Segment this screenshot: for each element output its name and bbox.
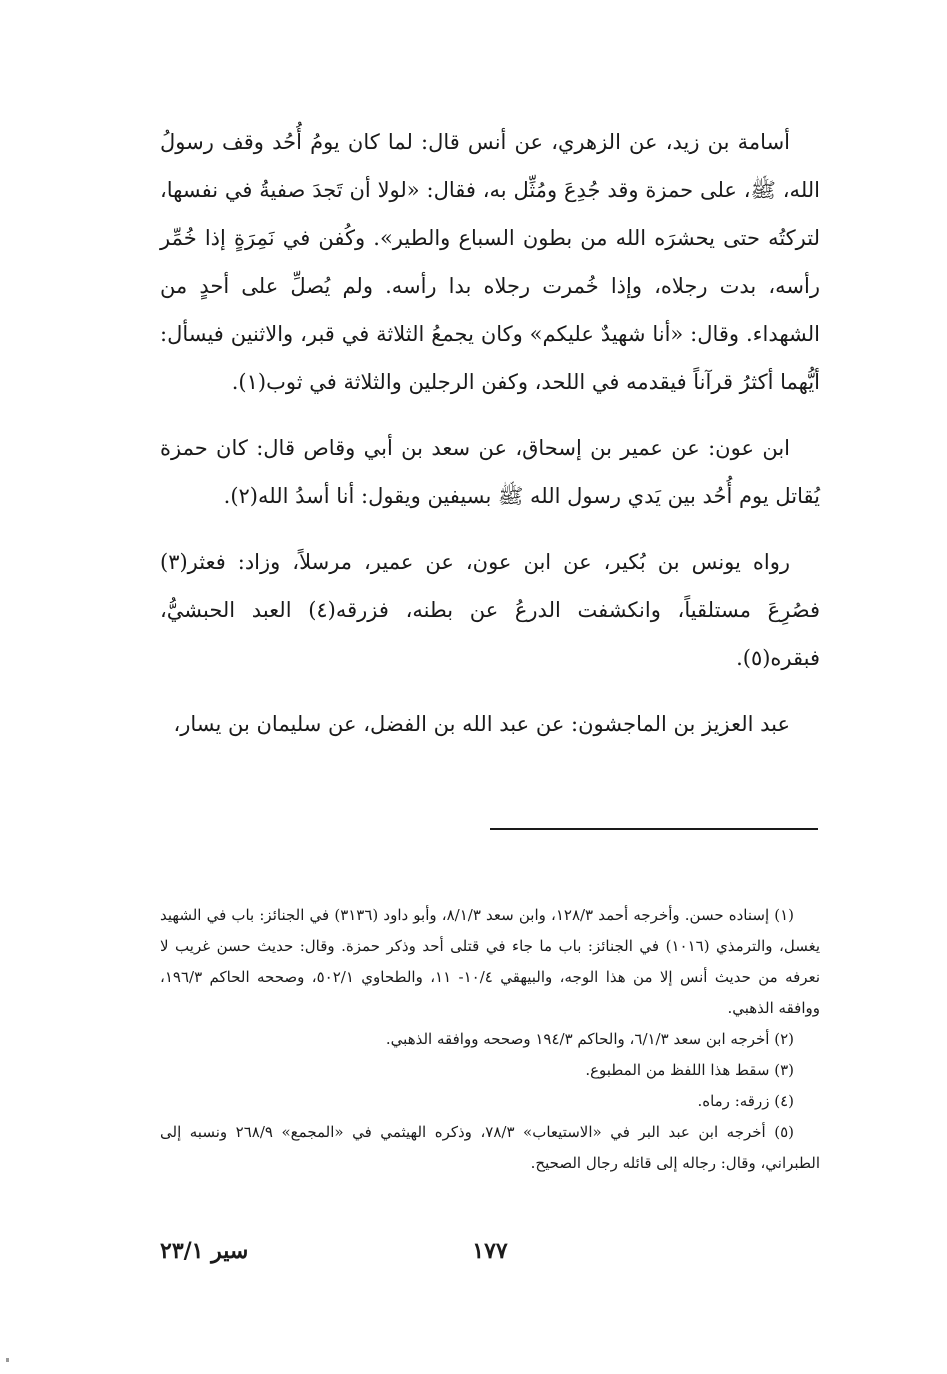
main-text: [160, 118, 820, 748]
paragraph-3: رواه يونس بن بُكير، عن ابن عون، عن عمير، مرسلاً، وزاد: فعثر(٣) فصُرِعَ مستلقياً، وانكشفت الدرعُ عن بطنه، فزرقه(٤) العبد الحبشيُّ، فبقره(٥).: [160, 550, 820, 670]
paragraph-1: أسامة بن زيد، عن الزهري، عن أنس قال: لما كان يومُ أُحُد وقف رسولُ الله، ﷺ، على حمزة وقد جُدِعَ ومُثِّل به، فقال: «لولا أن تَجدَ صفيةُ في نفسها، لتركتُه حتى يحشرَه الله من بطون السباع والطير». وكُفن في نَمِرَةٍ إذا خُمِّر رأسه، بدت رجلاه، وإذا خُمرت رجلاه بدا رأسه. ولم يُصلِّ على أحدٍ من الشهداء. وقال: «أنا شهيدٌ عليكم» وكان يجمعُ الثلاثة في قبر، والاثنين فيسأل: أيُّهما أكثرُ قرآناً فيقدمه في اللحد، وكفن الرجلين والثلاثة في ثوب(١).: [160, 130, 820, 394]
page-number: ١٧٧: [472, 1238, 508, 1264]
footnote-5: (٥) أخرجه ابن عبد البر في «الاستيعاب» ٧٨/٣، وذكره الهيثمي في «المجمع» ٢٦٨/٩ ونسبه إلى الطبراني، وقال: رجاله إلى قائله رجال الصحيح.: [160, 1123, 820, 1172]
paragraph-4: عبد العزيز بن الماجشون: عن عبد الله بن الفضل، عن سليمان بن يسار،: [173, 712, 790, 736]
paragraph-2: ابن عون: عن عمير بن إسحاق، عن سعد بن أبي وقاص قال: كان حمزة يُقاتل يوم أُحُد بين يَدي رسول الله ﷺ بسيفين ويقول: أنا أسدُ الله(٢).: [160, 436, 820, 508]
signature-mark: سير ٢٣/١: [160, 1238, 249, 1264]
scan-mark: [6, 1358, 9, 1362]
footnote-1: (١) إسناده حسن. وأخرجه أحمد ١٢٨/٣، وابن سعد ٨/١/٣، وأبو داود (٣١٣٦) في الجنائز: باب في الشهيد يغسل، والترمذي (١٠١٦) في الجنائز: باب ما جاء في قتلى أحد وذكر حمزة. وقال: حديث حسن غريب لا نعرفه من حديث أنس إلا من هذا الوجه، والبيهقي ١٠/٤- ١١، والطحاوي ٥٠٢/١، وصححه الحاكم ١٩٦/٣، ووافقه الذهبي.: [160, 906, 820, 1017]
footnote-2: (٢) أخرجه ابن سعد ٦/١/٣، والحاكم ١٩٤/٣ وصححه ووافقه الذهبي.: [385, 1030, 794, 1048]
footnotes: [160, 900, 820, 1179]
footnote-4: (٤) زرقه: رماه.: [697, 1092, 794, 1110]
footnote-3: (٣) سقط هذا اللفظ من المطبوع.: [585, 1061, 794, 1079]
footnote-separator: [490, 828, 818, 830]
